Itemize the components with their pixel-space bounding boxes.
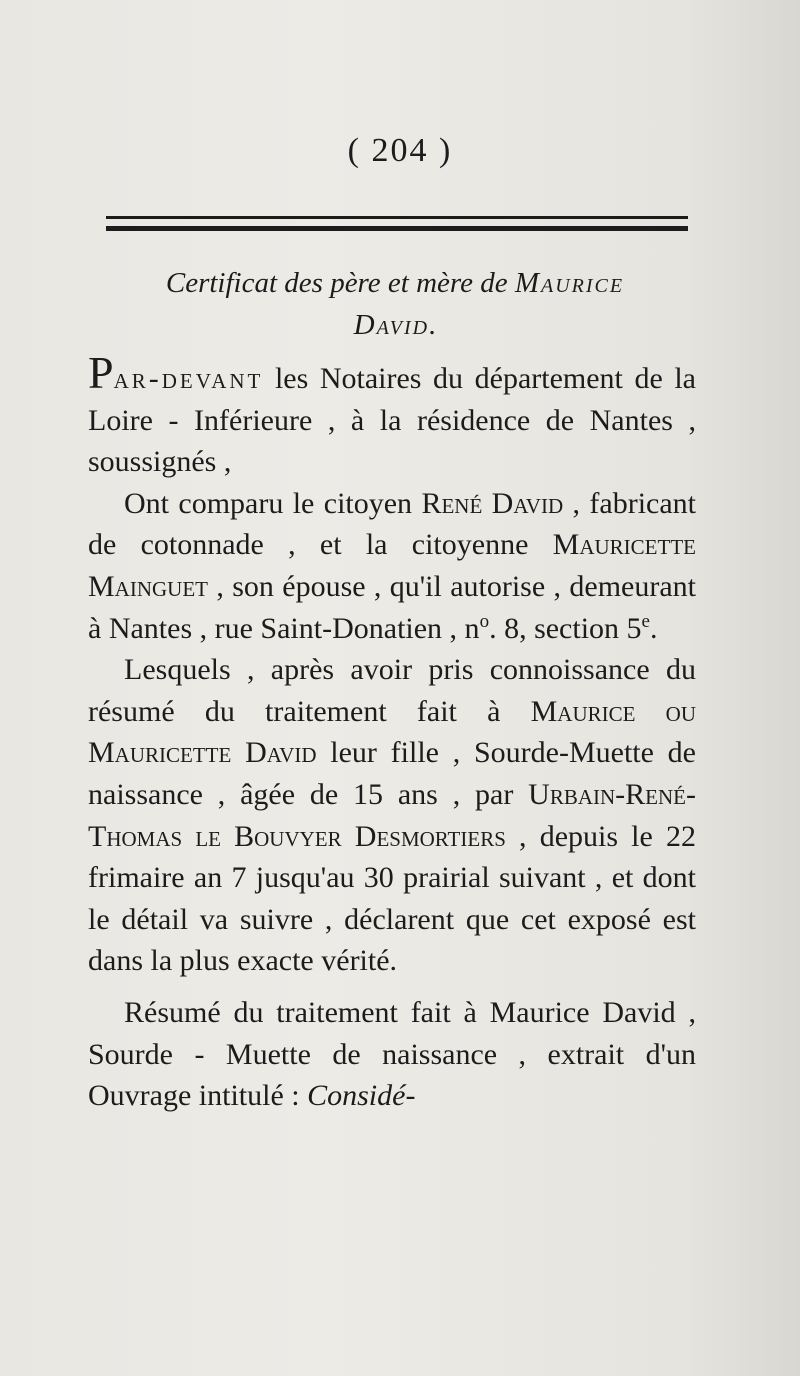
- superscript-e: e: [641, 610, 650, 632]
- paragraph-2-text-a: Ont comparu le citoyen: [124, 486, 422, 520]
- paragraph-2-text-d: . 8, section 5: [489, 611, 642, 645]
- paragraph-3-text-b: leur fille , Sourde-Muette de naissance , âgée de 15 ans , par: [88, 736, 696, 811]
- paragraph-4-text: Résumé du traitement fait à Maurice David , Sourde - Muette de naissance , extrait d'un Ouvrage intitulé :: [88, 995, 696, 1113]
- paragraph-2-text-e: .: [649, 611, 658, 645]
- person-name-mauricette-mainguet: Mauricette Mainguet: [88, 528, 696, 603]
- paragraph-3: [88, 649, 696, 982]
- paragraph-2-text-b: , fabricant de cotonnade , et la citoyenne: [88, 486, 696, 562]
- title-end: .: [429, 309, 437, 341]
- paragraph-2-text-c: , son épouse , qu'il autorise , demeurant à Nantes , rue Saint-Donatien , n: [88, 569, 696, 645]
- title-name-2: David: [353, 309, 430, 341]
- opening-word: ar-devant: [113, 362, 264, 395]
- title-text: Certificat des père et mère de: [165, 267, 515, 299]
- title-name-1: Maurice: [514, 267, 625, 299]
- section-title: [90, 262, 700, 346]
- header-rule-thick: [106, 226, 688, 231]
- catchword-italic: Considé-: [307, 1079, 416, 1113]
- person-name-rene-david: René David: [421, 486, 564, 520]
- body-text: [88, 347, 696, 1117]
- paragraph-1-text: les Notaires du département de la Loire - Inférieure , à la résidence de Nantes , soussignés ,: [88, 362, 696, 479]
- paragraph-4: [88, 992, 696, 1117]
- page-number: ( 204 ): [347, 132, 453, 169]
- paragraph-3-text-a: Lesquels , après avoir pris connoissance du résumé du traitement fait à: [88, 653, 696, 728]
- header-rule-thin: [106, 216, 688, 219]
- person-name-maurice-david: Maurice ou Mauricette David: [88, 694, 696, 770]
- initial-letter: P: [88, 347, 114, 398]
- paragraph-3-text-c: , depuis le 22 frimaire an 7 jusqu'au 30 prairial suivant , et dont le détail va suivre , déclarent que cet exposé est dans la plus exacte vérité.: [88, 819, 696, 978]
- superscript-o: o: [479, 610, 490, 632]
- person-name-desmortiers: Urbain-René-Thomas le Bouvyer Desmortiers: [88, 777, 696, 853]
- paragraph-2: [88, 483, 696, 649]
- paragraph-1: [88, 347, 696, 483]
